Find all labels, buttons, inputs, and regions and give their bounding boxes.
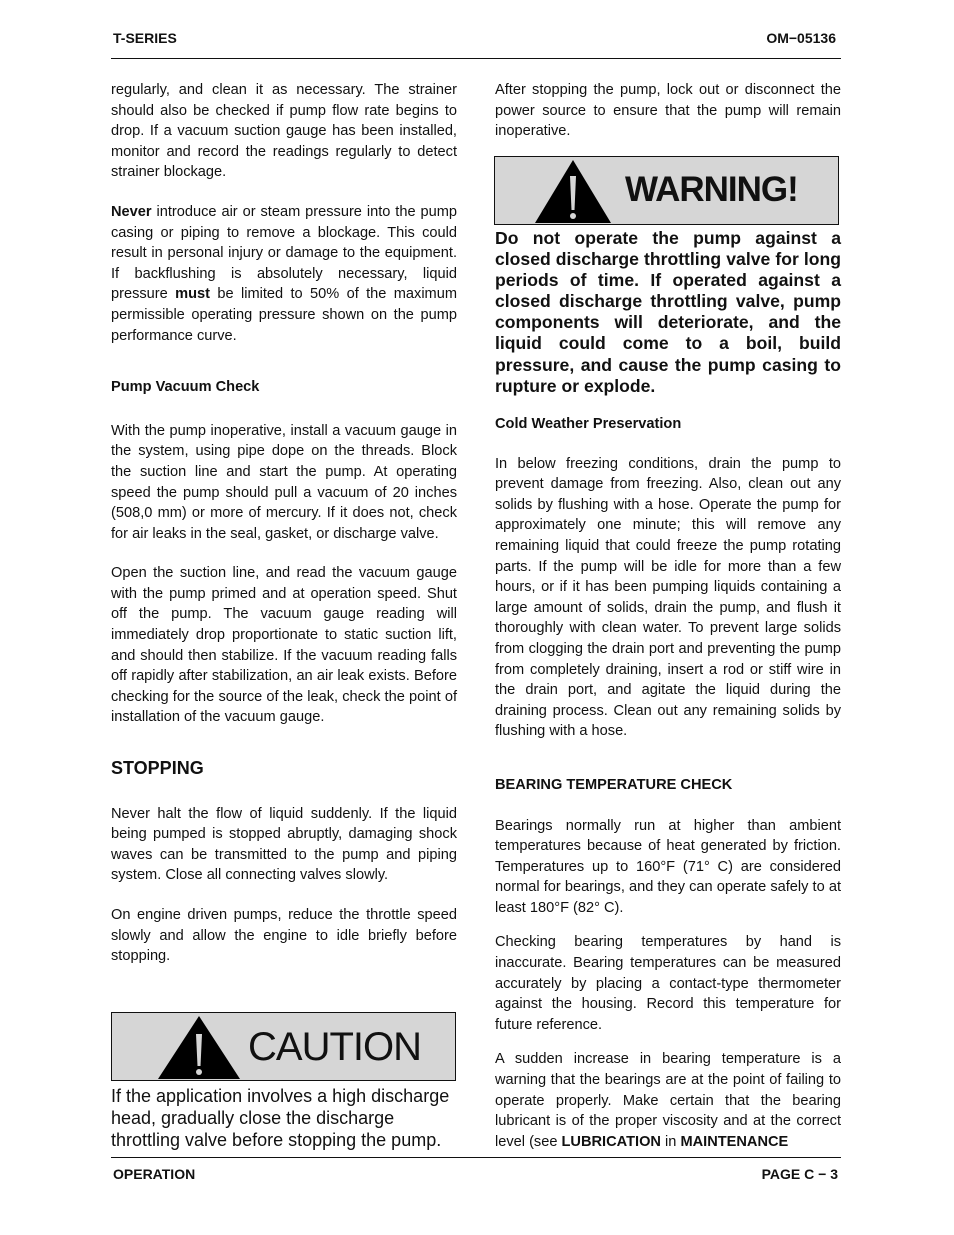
subheading-bearing-temperature: BEARING TEMPERATURE CHECK bbox=[495, 776, 733, 793]
paragraph: Open the suction line, and read the vacuum gauge with the pump primed and at operation speed. Shut off the pump. The vacuum gauge reading will immediately drop proportionate to static suction lift, and should then stabilize. If the vacuum reading falls off rapidly after stabilization, an air leak exists. Before checking for the source of the leak, check the point of installation of the vacuum gauge. bbox=[111, 565, 457, 726]
footer-section: OPERATION bbox=[113, 1166, 196, 1182]
footer-page-number: PAGE C − 3 bbox=[761, 1166, 838, 1182]
text: introduce air or steam pressure into the pump casing or piping to remove a blockage. This could result in personal injury or damage to the equipment. If backflushing is absolutely necessary, liquid pressure bbox=[111, 203, 457, 303]
subheading-pump-vacuum-check: Pump Vacuum Check bbox=[111, 379, 260, 396]
warning-box bbox=[494, 156, 839, 225]
left-column bbox=[111, 80, 457, 986]
header-rule bbox=[111, 58, 841, 59]
paragraph: Checking bearing temperatures by hand is inaccurate. Bearing temperatures can be measured accurately by placing a contact-type thermometer against the housing. Record this temperature for future reference. bbox=[495, 934, 841, 1033]
right-column-lower bbox=[495, 414, 841, 1171]
paragraph: Never halt the flow of liquid suddenly. If the liquid being pumped is stopped abruptly, damaging shock waves can be transmitted to the pump and piping system. Close all connecting valves slowly. bbox=[111, 805, 457, 884]
emphasis: must bbox=[175, 286, 211, 303]
paragraph bbox=[495, 1049, 841, 1152]
header-series: T-SERIES bbox=[113, 30, 177, 46]
paragraph: regularly, and clean it as necessary. The strainer should also be checked if pump flow rate begins to drop. If a vacuum suction gauge has been installed, monitor and record the readings regularly to detect strainer blockage. bbox=[111, 82, 457, 181]
warning-text: Do not operate the pump against a closed discharge throttling valve for long periods of time. If operated against a closed discharge throttling valve, pump components will deteriorate, and the liquid could come to a boil, build pressure, and cause the pump casing to rupture or explode. bbox=[495, 228, 841, 396]
subheading-cold-weather: Cold Weather Preservation bbox=[495, 416, 682, 432]
paragraph: With the pump inoperative, install a vacuum gauge in the system, using pipe dope on the threads. Block the suction line and start the pump. At operating speed the pump should pull a vacuum of 20 inches (508,0 mm) or more of mercury. If it does not, check for air leaks in the seal, gasket, or discharge valve. bbox=[111, 422, 457, 542]
emphasis: LUBRICATION bbox=[561, 1133, 661, 1150]
right-column-top bbox=[495, 80, 841, 161]
paragraph bbox=[111, 202, 457, 346]
paragraph: Bearings normally run at higher than ambient temperatures because of heat generated by friction. Temperatures up to 160°F (71° C) are considered normal for bearings, and they can operate safely to at least 180°F (82° C). bbox=[495, 817, 841, 916]
header-doc-number: OM−05136 bbox=[766, 30, 836, 46]
emphasis: Never bbox=[111, 203, 152, 220]
section-heading-stopping: STOPPING bbox=[111, 758, 204, 779]
footer-rule bbox=[111, 1157, 841, 1158]
text: A sudden increase in bearing temperature is a warning that the bearings are at the point of failing to operate properly. Make certain that the bearing lubricant is of the proper viscosity and at the correct level (see bbox=[495, 1051, 841, 1150]
paragraph: In below freezing conditions, drain the pump to prevent damage from freezing. Also, clean out any solids by flushing with a hose. Operate the pump for approximately one minute; this will remove any remaining liquid that could freeze the pump rotating parts. If the pump will be idle for more than a few hours, or if it has been pumping liquids containing a large amount of solids, drain the pump, and flush it thoroughly with clean water. To prevent large solids from clogging the drain port and preventing the pump from completely draining, insert a rod or stiff wire in the drain port, and agitate the liquid during the draining process. Clean out any remaining solids by flushing with a hose. bbox=[495, 455, 841, 740]
warning-title: WARNING! bbox=[625, 170, 798, 209]
text: in bbox=[660, 1133, 681, 1150]
exclamation-triangle-icon bbox=[533, 158, 613, 224]
paragraph: After stopping the pump, lock out or disconnect the power source to ensure that the pump will remain inoperative. bbox=[495, 82, 841, 140]
caution-box bbox=[111, 1012, 456, 1081]
caution-text: If the application involves a high discharge head, gradually close the discharge throttling valve before stopping the pump. bbox=[111, 1086, 450, 1150]
text: be limited to 50% of the maximum permissible operating pressure shown on the pump performance curve. bbox=[111, 286, 457, 344]
exclamation-triangle-icon bbox=[154, 1014, 244, 1080]
emphasis: MAINTENANCE bbox=[680, 1133, 789, 1150]
caution-title: CAUTION bbox=[248, 1025, 421, 1069]
paragraph: On engine driven pumps, reduce the throttle speed slowly and allow the engine to idle briefly before stopping. bbox=[111, 907, 457, 965]
